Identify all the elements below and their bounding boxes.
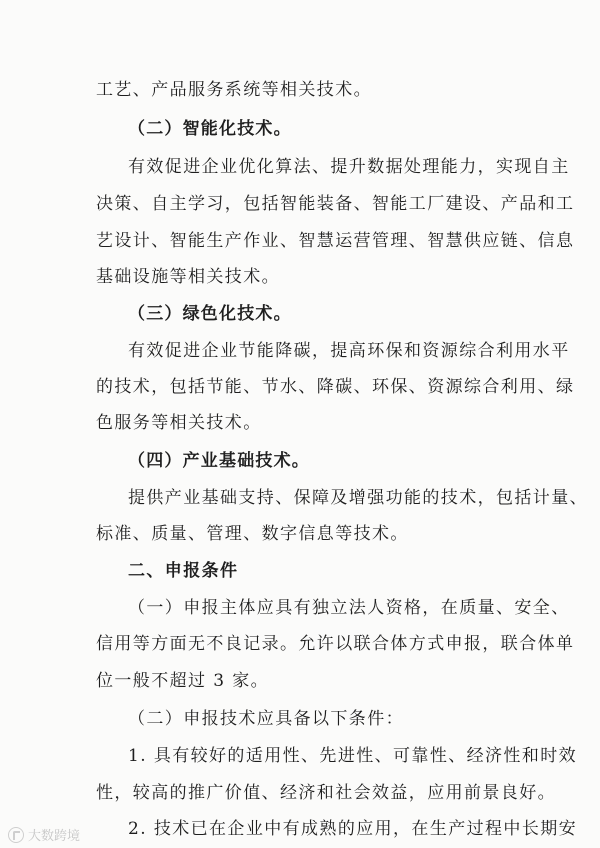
watermark [8,825,80,844]
subheading-industrial-base-tech: （四）产业基础技术。 [128,451,310,471]
body-line-20: 性，较高的推广价值、经济和社会效益，应用前景良好。 [96,783,556,803]
body-line-16: 信用等方面无不良记录。允许以联合体方式申报，联合体单 [96,634,575,654]
subheading-intelligent-tech: （二）智能化技术。 [128,119,292,139]
body-line-21: 2. 技术已在企业中有成熟的应用，在生产过程中长期安 [128,819,578,839]
body-line-10: 色服务等相关技术。 [96,413,262,433]
body-line-6: 基础设施等相关技术。 [96,267,280,287]
section-heading-application-conditions: 二、申报条件 [128,561,239,581]
body-line-4: 决策、自主学习，包括智能装备、智能工厂建设、产品和工 [96,194,575,214]
brand-logo-icon [8,827,24,843]
body-line-17: 位一般不超过 3 家。 [96,671,270,691]
body-line-13: 标准、质量、管理、数字信息等技术。 [96,524,409,544]
body-line-3: 有效促进企业优化算法、提升数据处理能力，实现自主 [128,157,570,177]
body-line-1: 工艺、产品服务系统等相关技术。 [96,80,372,100]
body-line-5: 艺设计、智能生产作业、智慧运营管理、智慧供应链、信息 [96,231,575,251]
body-line-8: 有效促进企业节能降碳，提高环保和资源综合利用水平 [128,341,570,361]
watermark-text: 大数跨境 [28,829,81,844]
body-line-12: 提供产业基础支持、保障及增强功能的技术，包括计量、 [128,488,588,508]
body-line-19: 1. 具有较好的适用性、先进性、可靠性、经济性和时效 [128,746,578,766]
body-line-18: （二）申报技术应具备以下条件： [128,709,404,729]
body-line-15: （一）申报主体应具有独立法人资格，在质量、安全、 [128,598,570,618]
body-line-9: 的技术，包括节能、节水、降碳、环保、资源综合利用、绿 [96,377,575,397]
subheading-green-tech: （三）绿色化技术。 [128,304,292,324]
